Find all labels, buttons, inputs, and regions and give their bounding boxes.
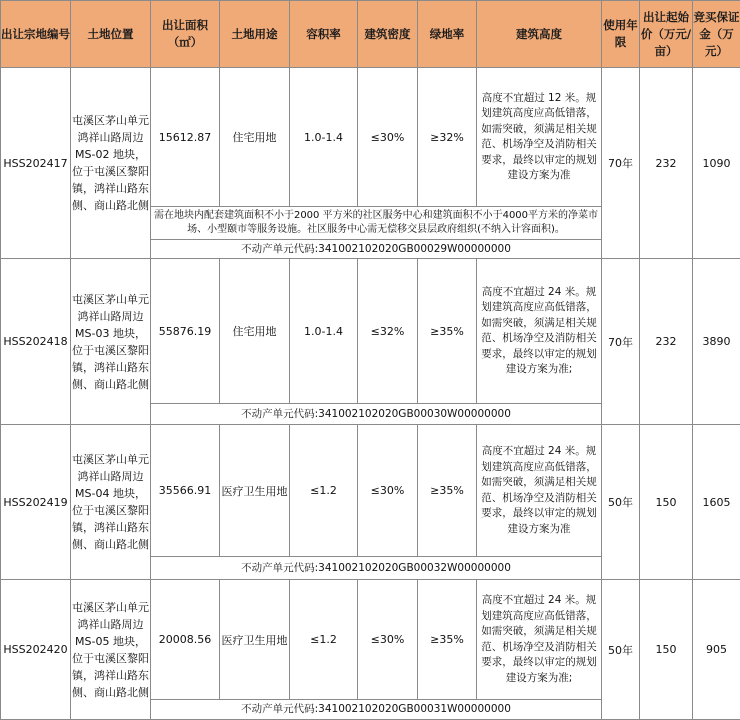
code-cell: 不动产单元代码:341002102020GB00031W00000000 <box>151 700 602 720</box>
header-far: 容积率 <box>290 1 358 68</box>
note-cell: 需在地块内配套建筑面积不小于2000 平方米的社区服务中心和建筑面积不小于4000平方米的净菜市场、小型颐市等服务设施。社区服务中心需无偿移交县层政府组织(不纳入计容面积)。 <box>151 207 602 240</box>
location-cell: 屯溪区茅山单元鸿祥山路周边 MS-04 地块，位于屯溪区黎阳镇，鸿祥山路东侧、商山路北侧 <box>71 425 151 580</box>
green-cell: ≥35% <box>418 580 477 700</box>
header-parcel-no: 出让宗地编号 <box>1 1 71 68</box>
far-cell: ≤1.2 <box>290 425 358 557</box>
parcel-no-cell: HSS202417 <box>1 68 71 259</box>
use-cell: 医疗卫生用地 <box>220 580 290 700</box>
parcel-no-cell: HSS202418 <box>1 259 71 425</box>
height-cell: 高度不宜超过 24 米。规划建筑高度应高低错落，如需突破，须满足相关规范、机场净空及消防相关要求，最终以审定的规划建设方案为准; <box>477 580 602 700</box>
years-cell: 50年 <box>602 425 640 580</box>
area-cell: 35566.91 <box>151 425 220 557</box>
header-green: 绿地率 <box>418 1 477 68</box>
header-location: 土地位置 <box>71 1 151 68</box>
deposit-cell: 905 <box>693 580 740 720</box>
height-cell: 高度不宜超过 12 米。规划建筑高度应高低错落，如需突破，须满足相关规范、机场净空及消防相关要求，最终以审定的规划建设方案为准 <box>477 68 602 207</box>
years-cell: 70年 <box>602 68 640 259</box>
height-cell: 高度不宜超过 24 米。规划建筑高度应高低错落，如需突破，须满足相关规范、机场净空及消防相关要求，最终以审定的规划建设方案为准; <box>477 259 602 404</box>
location-cell: 屯溪区茅山单元鸿祥山路周边 MS-02 地块，位于屯溪区黎阳镇，鸿祥山路东侧、商山路北侧 <box>71 68 151 259</box>
use-cell: 医疗卫生用地 <box>220 425 290 557</box>
area-cell: 15612.87 <box>151 68 220 207</box>
height-cell: 高度不宜超过 24 米。规划建筑高度应高低错落，如需突破，须满足相关规范、机场净空及消防相关要求，最终以审定的规划建设方案为准 <box>477 425 602 557</box>
parcel-no-cell: HSS202419 <box>1 425 71 580</box>
table-row <box>1 68 740 207</box>
start-price-cell: 232 <box>640 68 693 259</box>
green-cell: ≥35% <box>418 259 477 404</box>
header-use: 土地用途 <box>220 1 290 68</box>
years-cell: 70年 <box>602 259 640 425</box>
header-area: 出让面积（㎡） <box>151 1 220 68</box>
table-row <box>1 425 740 557</box>
density-cell: ≤30% <box>358 425 418 557</box>
use-cell: 住宅用地 <box>220 68 290 207</box>
deposit-cell: 1605 <box>693 425 740 580</box>
table-row <box>1 580 740 700</box>
header-years: 使用年限 <box>602 1 640 68</box>
density-cell: ≤32% <box>358 259 418 404</box>
header-height: 建筑高度 <box>477 1 602 68</box>
code-cell: 不动产单元代码:341002102020GB00032W00000000 <box>151 557 602 580</box>
green-cell: ≥32% <box>418 68 477 207</box>
header-density: 建筑密度 <box>358 1 418 68</box>
far-cell: ≤1.2 <box>290 580 358 700</box>
far-cell: 1.0-1.4 <box>290 68 358 207</box>
start-price-cell: 232 <box>640 259 693 425</box>
deposit-cell: 3890 <box>693 259 740 425</box>
start-price-cell: 150 <box>640 580 693 720</box>
deposit-cell: 1090 <box>693 68 740 259</box>
header-row <box>1 1 740 68</box>
code-cell: 不动产单元代码:341002102020GB00029W00000000 <box>151 240 602 259</box>
header-start-price: 出让起始价（万元/亩） <box>640 1 693 68</box>
header-deposit: 竞买保证金（万元） <box>693 1 740 68</box>
parcel-no-cell: HSS202420 <box>1 580 71 720</box>
code-cell: 不动产单元代码:341002102020GB00030W00000000 <box>151 404 602 425</box>
area-cell: 20008.56 <box>151 580 220 700</box>
density-cell: ≤30% <box>358 580 418 700</box>
start-price-cell: 150 <box>640 425 693 580</box>
table-row <box>1 259 740 404</box>
area-cell: 55876.19 <box>151 259 220 404</box>
far-cell: 1.0-1.4 <box>290 259 358 404</box>
years-cell: 50年 <box>602 580 640 720</box>
green-cell: ≥35% <box>418 425 477 557</box>
location-cell: 屯溪区茅山单元鸿祥山路周边 MS-03 地块，位于屯溪区黎阳镇，鸿祥山路东侧、商山路北侧 <box>71 259 151 425</box>
density-cell: ≤30% <box>358 68 418 207</box>
location-cell: 屯溪区茅山单元鸿祥山路周边 MS-05 地块，位于屯溪区黎阳镇，鸿祥山路东侧、商山路北侧 <box>71 580 151 720</box>
use-cell: 住宅用地 <box>220 259 290 404</box>
